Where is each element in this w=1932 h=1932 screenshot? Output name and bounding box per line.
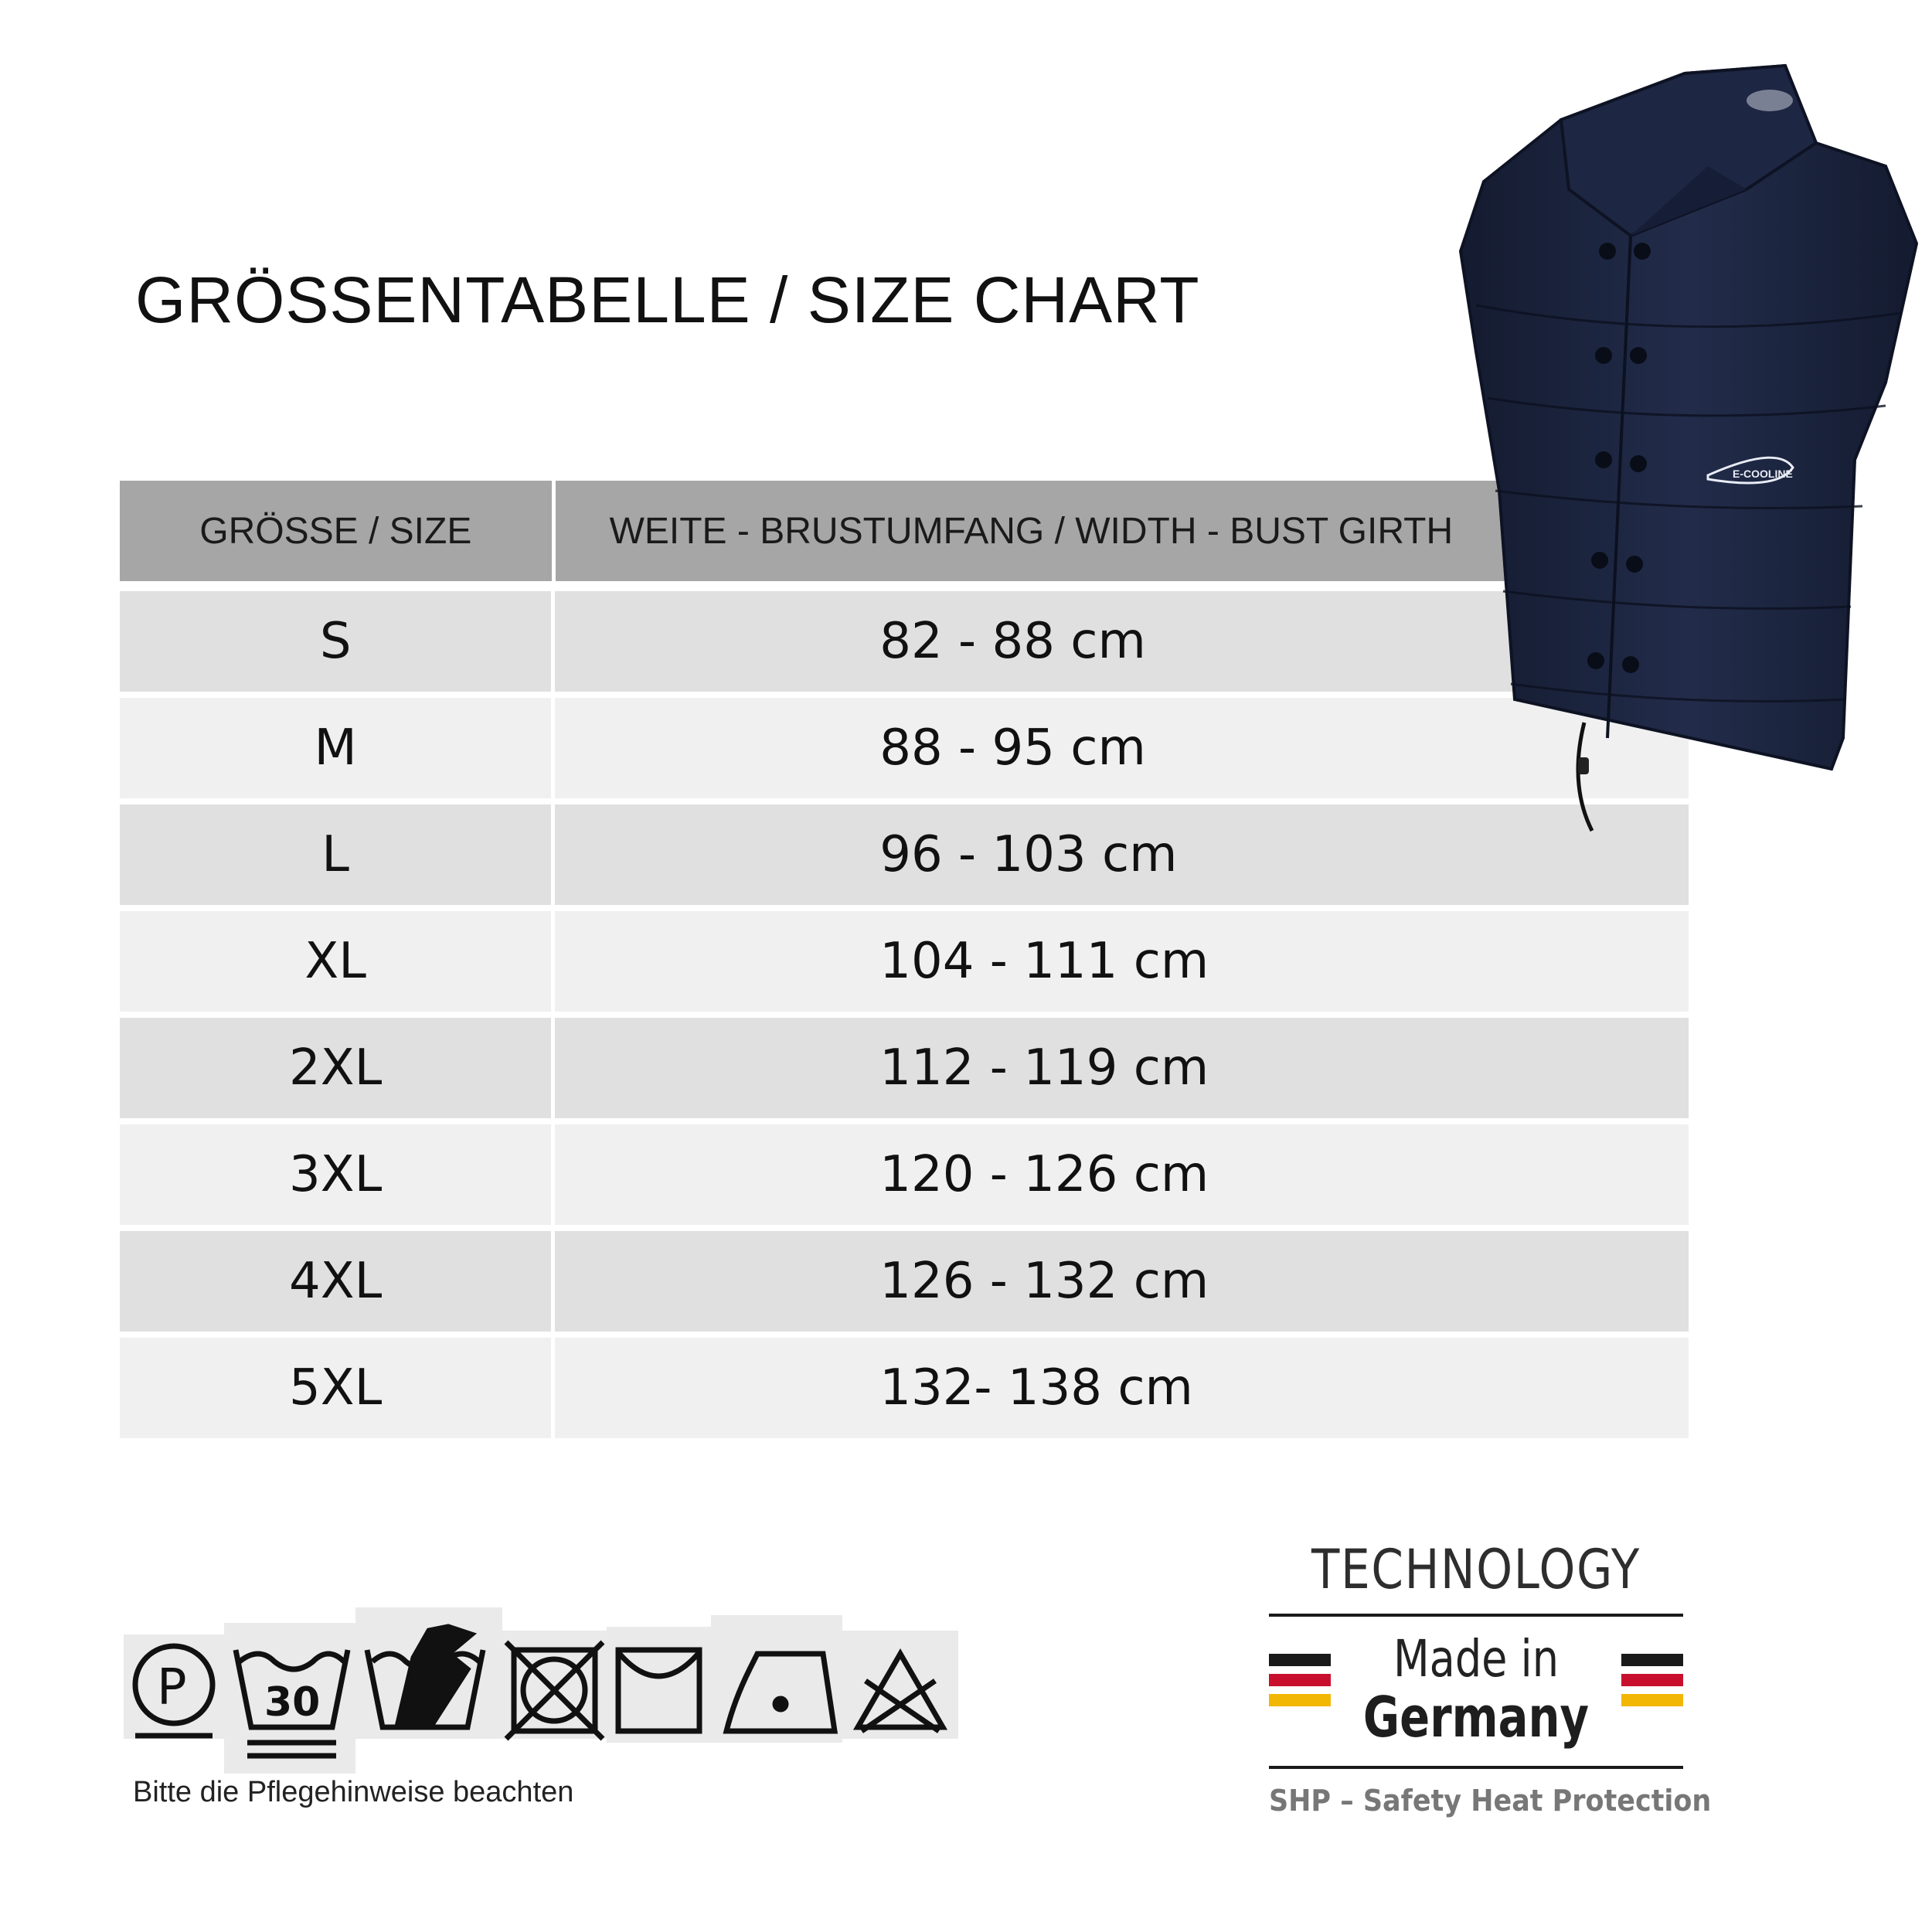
cooling-vest-image	[1453, 58, 1932, 838]
size-cell: L	[120, 804, 551, 905]
badge-tagline: SHP – Safety Heat Protection	[1269, 1784, 1712, 1818]
care-symbols	[124, 1607, 966, 1777]
wash-temp: 30	[264, 1679, 321, 1726]
badge-made-in: Made in	[1393, 1629, 1560, 1689]
badge-title: TECHNOLOGY	[1311, 1538, 1641, 1601]
flag-stripes-right	[1621, 1654, 1683, 1706]
girth-cell: 88 - 95 cm	[555, 698, 1689, 798]
girth-cell: 104 - 111 cm	[555, 911, 1689, 1012]
size-cell: M	[120, 698, 551, 798]
flag-stripe	[1621, 1674, 1683, 1686]
girth-cell: 112 - 119 cm	[555, 1018, 1689, 1118]
p-label: P	[157, 1659, 187, 1716]
care-note: Bitte die Pflegehinweise beachten	[133, 1776, 574, 1808]
size-cell: S	[120, 591, 551, 692]
size-cell: 3XL	[120, 1124, 551, 1225]
size-cell: 2XL	[120, 1018, 551, 1118]
vest-logo-text: E-COOLINE	[1733, 468, 1793, 480]
badge-divider	[1269, 1766, 1683, 1769]
badge-country: Germany	[1362, 1685, 1590, 1750]
girth-cell: 126 - 132 cm	[555, 1231, 1689, 1332]
made-in-germany-badge	[1260, 1538, 1712, 1818]
girth-cell: 120 - 126 cm	[555, 1124, 1689, 1225]
size-cell: 4XL	[120, 1231, 551, 1332]
header-girth: WEITE - BRUSTUMFANG / WIDTH - BUST GIRTH	[556, 481, 1689, 581]
girth-cell: 96 - 103 cm	[555, 804, 1689, 905]
table-row	[120, 911, 1689, 1012]
page-title: GRÖSSENTABELLE / SIZE CHART	[135, 264, 1200, 336]
table-row	[120, 1018, 1689, 1118]
flag-stripe	[1621, 1694, 1683, 1706]
girth-cell: 132- 138 cm	[555, 1338, 1689, 1438]
size-cell: XL	[120, 911, 551, 1012]
header-size: GRÖSSE / SIZE	[120, 481, 552, 581]
badge-divider	[1269, 1614, 1683, 1617]
flag-stripe	[1621, 1654, 1683, 1666]
table-row	[120, 1124, 1689, 1225]
size-cell: 5XL	[120, 1338, 551, 1438]
girth-cell: 82 - 88 cm	[555, 591, 1689, 692]
table-row	[120, 1231, 1689, 1332]
table-row	[120, 1338, 1689, 1438]
